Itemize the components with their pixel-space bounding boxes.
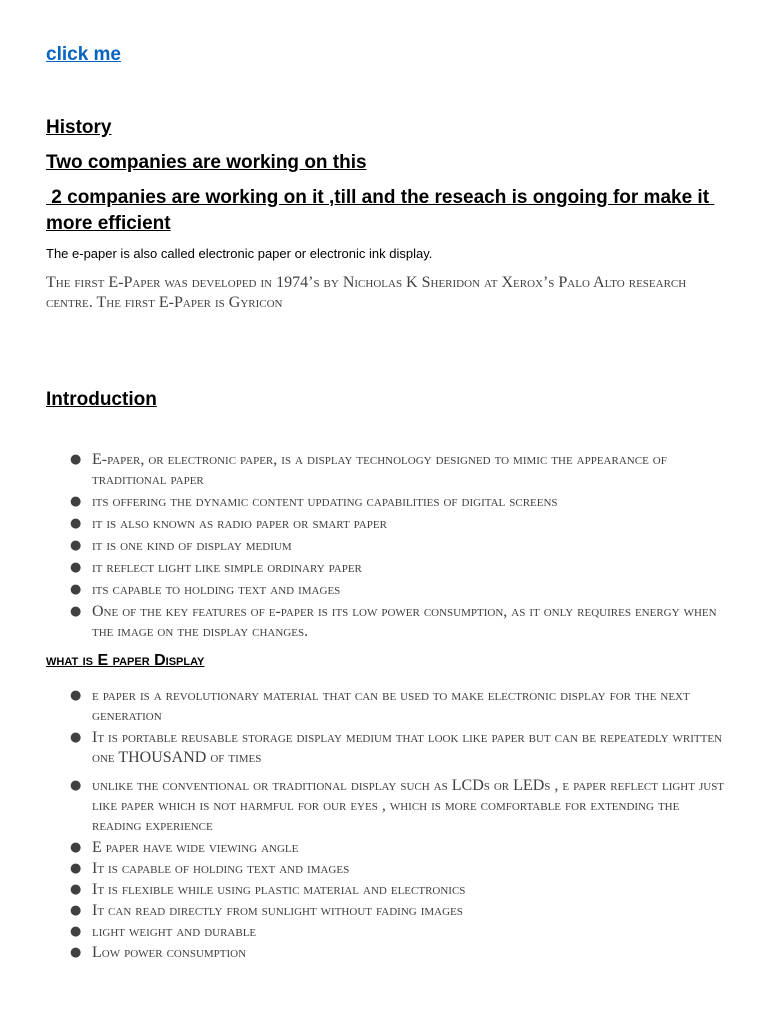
list-item: ● its capable to holding text and images [70,581,341,598]
bullet-icon: ● [70,730,82,745]
introduction-heading: Introduction [46,389,157,410]
bullet-icon: ● [70,945,82,960]
list-item: ● It is portable reusable storage display medium that look like paper but can be repeatedly written one THOUSAND of times [70,729,723,766]
bullet-icon: ● [70,840,82,855]
click-me-link[interactable]: click me [46,44,121,65]
list-item: ● It is capable of holding text and images [70,860,350,877]
companies-heading: Two companies are working on this [46,152,367,173]
history-heading: History [46,117,112,138]
introduction-list [46,450,726,642]
list-item: ● it reflect light like simple ordinary paper [70,559,362,576]
epaper-definition: The e-paper is also called electronic paper or electronic ink display. [46,246,433,261]
what-is-heading: what is E paper Display [46,652,205,669]
bullet-icon: ● [70,688,82,703]
bullet-icon: ● [70,903,82,918]
history-paragraph: The first E-Paper was developed in 1974’s by Nicholas K Sheridon at Xerox’s Palo Alto research centre. The first E-Paper is Gyricon [46,274,687,311]
list-item: ● its offering the dynamic content updating capabilities of digital screens [70,493,558,510]
bullet-icon: ● [70,861,82,876]
list-item: ● it is one kind of display medium [70,537,292,554]
bullet-icon: ● [70,582,82,597]
list-item: ● light weight and durable [70,923,257,940]
bullet-icon: ● [70,516,82,531]
list-item: ● it is also known as radio paper or smart paper [70,515,387,532]
bullet-icon: ● [70,778,82,793]
bullet-icon: ● [70,494,82,509]
list-item: ● One of the key features of e-paper is its low power consumption, as it only requires energy when the image on the display changes. [70,603,717,640]
bullet-icon: ● [70,882,82,897]
bullet-icon: ● [70,538,82,553]
bullet-icon: ● [70,452,82,467]
list-item: ● Low power consumption [70,944,247,961]
list-item: ● It can read directly from sunlight without fading images [70,902,463,919]
list-item: ● It is flexible while using plastic material and electronics [70,881,466,898]
list-item: ● e paper is a revolutionary material that can be used to make electronic display for the next generation [70,687,690,724]
bullet-icon: ● [70,604,82,619]
research-heading: 2 companies are working on it ,till and the reseach is ongoing for make it more efficient [46,187,715,234]
bullet-icon: ● [70,924,82,939]
list-item: ● E paper have wide viewing angle [70,839,299,856]
bullet-icon: ● [70,560,82,575]
list-item: ● E-paper, or electronic paper, is a display technology designed to mimic the appearance of traditional paper [70,451,667,488]
list-item: ● unlike the conventional or traditional display such as LCDs or LEDs , e paper reflect light just like paper which is not harmful for our eyes , which is more comfortable for extending the reading experience [70,777,725,834]
what-is-list [46,686,726,963]
